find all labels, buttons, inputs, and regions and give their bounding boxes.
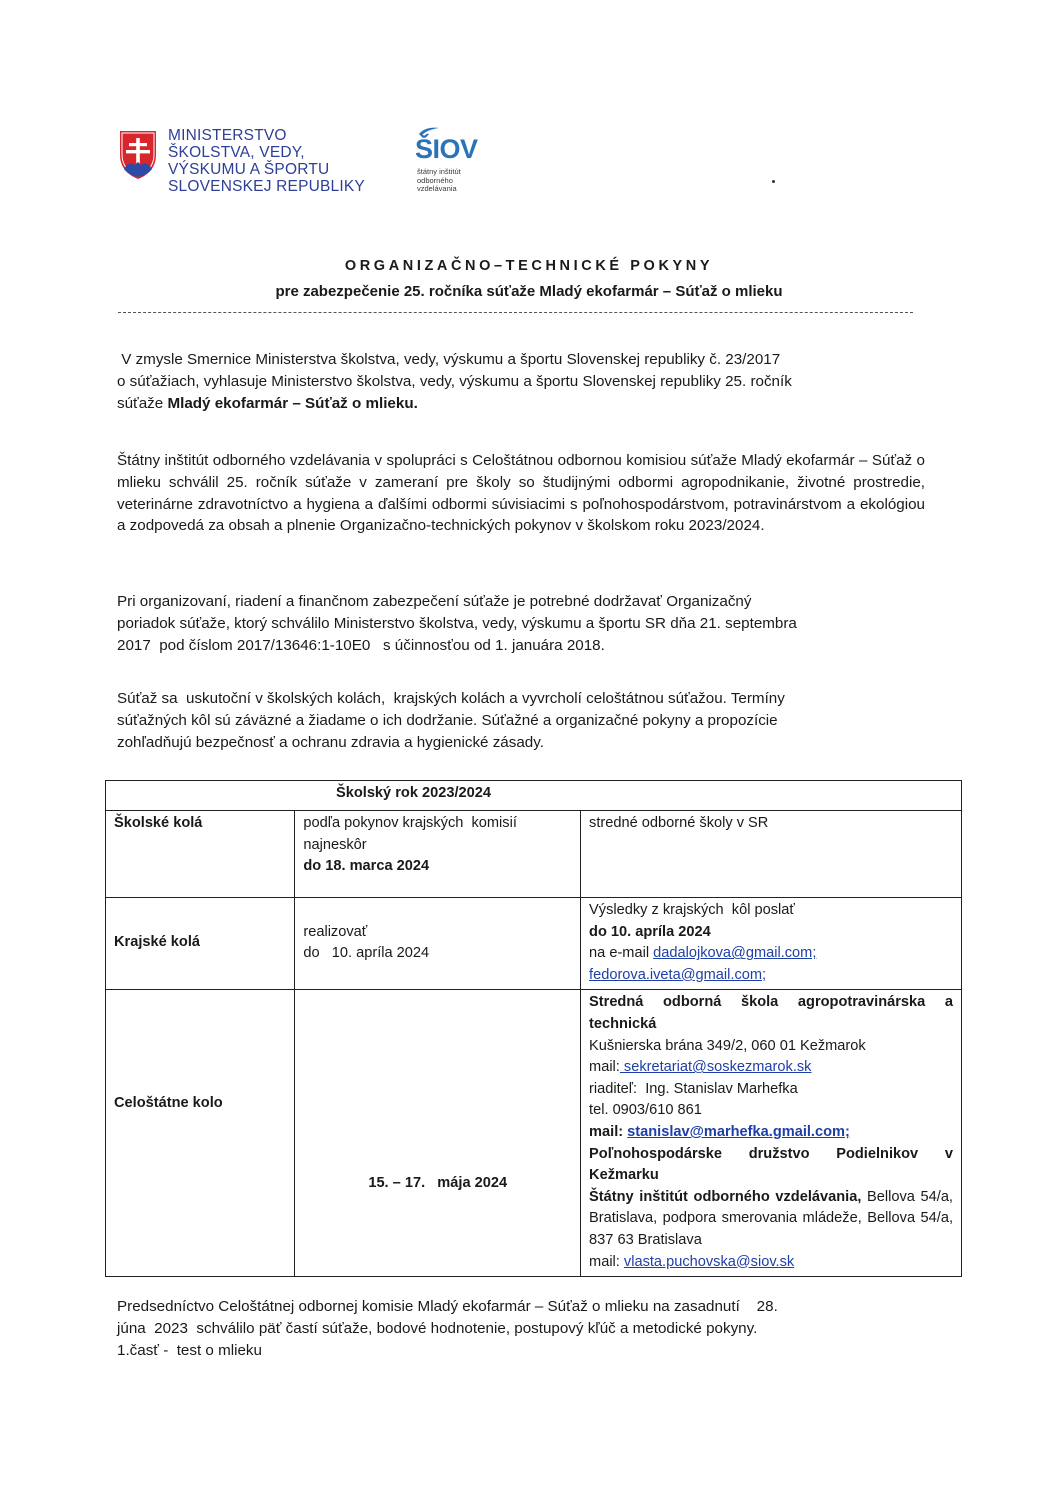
ministry-line-2: ŠKOLSTVA, VEDY, xyxy=(168,144,305,161)
ministry-line-4: SLOVENSKEJ REPUBLIKY xyxy=(168,178,365,195)
info-line: Výsledky z krajských kôl poslať xyxy=(589,902,795,918)
time-line: najneskôr xyxy=(303,836,367,853)
paragraph-rules xyxy=(117,591,925,656)
info-email-line xyxy=(589,943,953,965)
table-row-regional xyxy=(106,898,962,990)
slovak-crest-icon xyxy=(118,129,158,181)
mail-label: mail: xyxy=(589,1059,620,1076)
paragraph-line: Pri organizovaní, riadení a finančnom zabezpečení súťaže je potrebné dodržavať Organizačný xyxy=(117,593,752,610)
table-header: Školský rok 2023/2024 xyxy=(106,781,962,811)
siov-sub-line-3: vzdelávania xyxy=(417,184,457,193)
director-mail-line xyxy=(589,1122,953,1144)
round-who: stredné odborné školy v SR xyxy=(581,811,962,898)
info-deadline xyxy=(589,922,953,944)
table-header-row xyxy=(106,781,962,811)
paragraph-intro xyxy=(117,349,925,414)
paragraph-organizer: Štátny inštitút odborného vzdelávania v spolupráci s Celoštátnou odbornou komisiou súťaže Mladý ekofarmár – Súťaž o mlieku schválil 25. ročník súťaže v zameraní pre školy so študijnými odbormi agropodnikanie, životné prostredie, veterinárne zdravotníctvo a hygiena a ďalšími odbormi súvisiacimi s poľnohospodárstvom, potravinárstvom a ekológiou a zodpovedá za obsah a plnenie Organizačno-technických pokynov v školskom roku 2023/2024. xyxy=(117,452,925,535)
time-line: podľa pokynov krajských komisií xyxy=(303,815,517,831)
email-link-fedorova[interactable]: fedorova.iveta@gmail.com; xyxy=(589,966,767,983)
host-school xyxy=(589,992,953,1035)
paragraph-line: Predsedníctvo Celoštátnej odbornej komisie Mladý ekofarmár – Súťaž o mlieku na zasadnutí 28. xyxy=(117,1298,778,1315)
email-link-marhefka[interactable]: stanislav@marhefka.gmail.com; xyxy=(627,1123,850,1140)
mail-label: mail: xyxy=(589,1123,628,1140)
paragraph-line: Súťaž sa uskutoční v školských kolách, krajských kolách a vyvrcholí celoštátnou súťažou. Termíny xyxy=(117,690,785,707)
paragraph-text: súťaže xyxy=(117,394,168,412)
mail-label: mail: xyxy=(589,1253,624,1270)
table-row-national xyxy=(106,990,962,1277)
info-email-line xyxy=(589,965,953,987)
round-label xyxy=(106,898,295,990)
deadline-text: do 18. marca 2024 xyxy=(303,858,430,875)
paragraph-line: poriadok súťaže, ktorý schválilo Ministerstvo školstva, vedy, výskumu a športu SR dňa 21. septembra xyxy=(117,614,797,632)
host-phone: tel. 0903/610 861 xyxy=(589,1102,702,1119)
paragraph-line: júna 2023 schválilo päť častí súťaže, bodové hodnotenie, postupový kľúč a metodické pokyny. xyxy=(117,1319,758,1337)
coop-name xyxy=(589,1144,953,1187)
siov-sub-line-2: odborného xyxy=(417,175,453,185)
siov-contact-address: Bellova 54/a, Bratislava, podpora smerovania mládeže, Bellova 54/a, 837 63 Bratislava xyxy=(589,1188,962,1248)
host-mail-line xyxy=(589,1057,953,1079)
ministry-line-3: VÝSKUMU A ŠPORTU xyxy=(168,161,330,178)
round-label xyxy=(106,990,295,1277)
host-school-name: Stredná odborná škola agropotravinárska a technická xyxy=(589,994,953,1032)
paragraph-line: 1.časť - test o mlieku xyxy=(117,1341,262,1359)
document-title: ORGANIZAČNO–TECHNICKÉ POKYNY xyxy=(344,258,714,274)
table-row-school xyxy=(106,811,962,898)
siov-name: ŠIOV xyxy=(415,134,478,164)
competition-name: Mladý ekofarmár – Súťaž o mlieku. xyxy=(167,394,418,412)
email-link-dadalojkova[interactable]: dadalojkova@gmail.com; xyxy=(653,945,817,962)
email-link-puchovska[interactable]: vlasta.puchovska@siov.sk xyxy=(623,1253,795,1270)
round-label-text: Krajské kolá xyxy=(114,934,200,951)
siov-subtitle xyxy=(417,168,461,194)
time-line: do 10. apríla 2024 xyxy=(303,945,430,962)
coop-name-text: Poľnohospodárske družstvo Podielnikov v Kežmarku xyxy=(589,1145,953,1184)
siov-mail-line xyxy=(589,1252,953,1274)
host-director: riaditeľ: Ing. Stanislav Marhefka xyxy=(589,1080,798,1097)
paragraph-line: V zmysle Smernice Ministerstva školstva, vedy, výskumu a športu Slovenskej republiky č. 23/2017 xyxy=(117,351,781,368)
ministry-logo xyxy=(118,127,365,195)
paragraph-line: zohľadňujú bezpečnosť a ochranu zdravia a hygienické zásady. xyxy=(117,733,544,751)
siov-sub-line-1: štátny inštitút xyxy=(417,167,461,176)
siov-contact-name: Štátny inštitút odborného vzdelávania, xyxy=(589,1188,862,1205)
paragraph-line: o súťažiach, vyhlasuje Ministerstvo školstva, vedy, výskumu a športu Slovenskej republiky 25. ročník xyxy=(117,372,792,390)
schedule-table xyxy=(105,780,962,1277)
round-label xyxy=(106,811,295,898)
ministry-line-1: MINISTERSTVO xyxy=(168,127,287,144)
ministry-name xyxy=(168,127,365,195)
paragraph-line: súťažných kôl sú záväzné a žiadame o ich dodržanie. Súťažné a organizačné pokyny a propozície xyxy=(117,711,778,729)
info-deadline-text: do 10. apríla 2024 xyxy=(589,923,711,940)
dashed-divider xyxy=(118,312,913,313)
round-time xyxy=(295,811,581,898)
deadline xyxy=(303,856,572,878)
paragraph-line xyxy=(117,393,925,415)
host-address: Kušnierska brána 349/2, 060 01 Kežmarok xyxy=(589,1037,866,1054)
siov-contact xyxy=(589,1187,962,1252)
time-line: realizovať xyxy=(303,923,368,940)
round-contacts xyxy=(581,990,962,1277)
round-info xyxy=(581,898,962,990)
stray-dot xyxy=(772,180,775,183)
round-date xyxy=(295,990,581,1277)
paragraph-rounds xyxy=(117,688,925,753)
document-subtitle: pre zabezpečenie 25. ročníka súťaže Mladý ekofarmár – Súťaž o mlieku xyxy=(275,283,783,300)
round-date-text: 15. – 17. mája 2024 xyxy=(368,1174,508,1191)
round-label-text: Celoštátne kolo xyxy=(114,1095,223,1112)
email-prefix: na e-mail xyxy=(589,945,654,962)
round-time xyxy=(295,898,581,990)
paragraph-committee xyxy=(117,1296,947,1361)
paragraph-line: 2017 pod číslom 2017/13646:1-10E0 s účinnosťou od 1. januára 2018. xyxy=(117,636,605,654)
round-label-text: Školské kolá xyxy=(114,815,203,831)
email-link-sekretariat[interactable]: sekretariat@soskezmarok.sk xyxy=(619,1059,812,1076)
